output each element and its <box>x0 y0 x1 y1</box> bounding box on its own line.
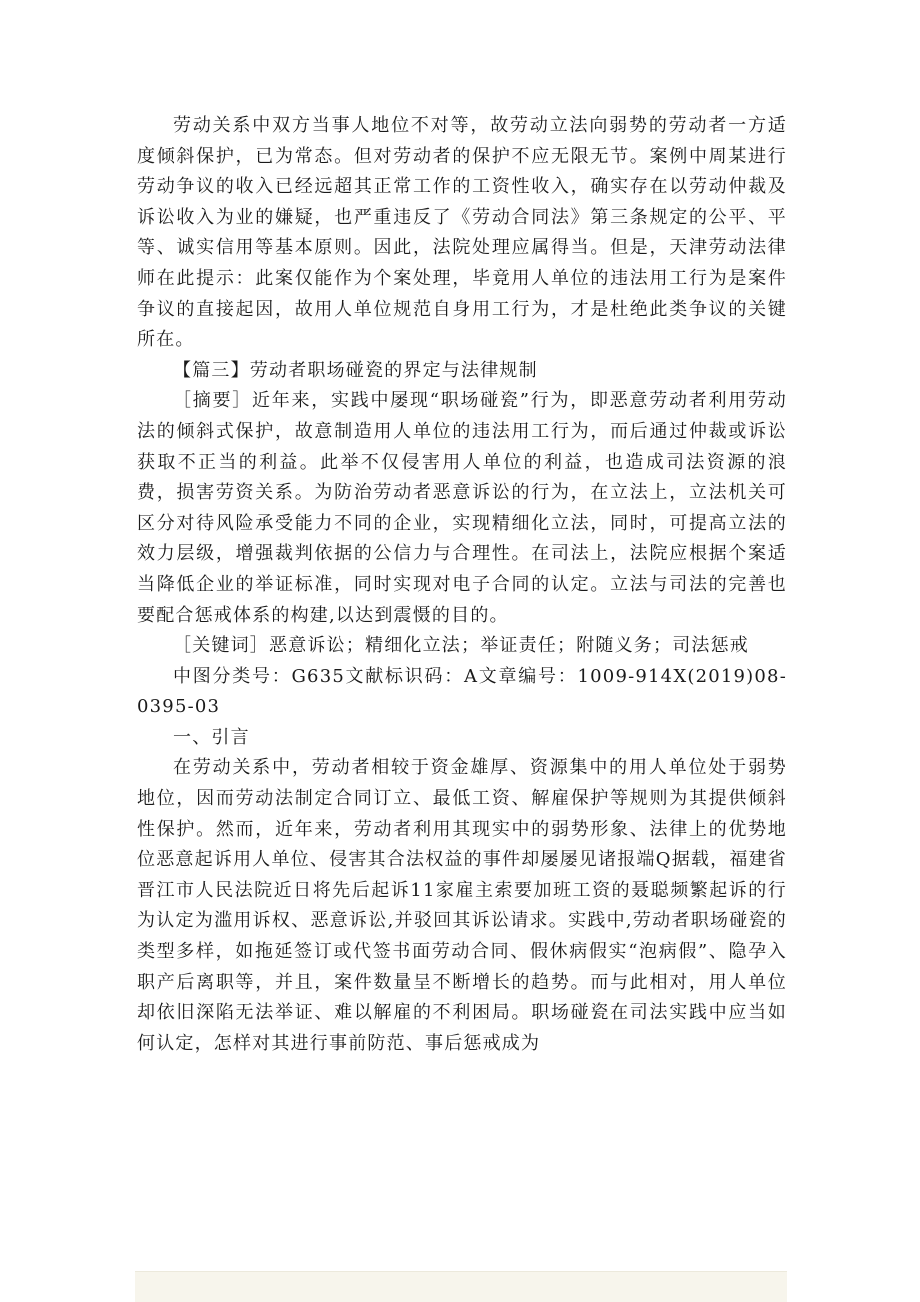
introduction-paragraph: 在劳动关系中，劳动者相较于资金雄厚、资源集中的用人单位处于弱势地位，因而劳动法制定合同订立、最低工资、解雇保护等规则为其提供倾斜性保护。然而，近年来，劳动者利用其现实中的弱势形象、法律上的优势地位恶意起诉用人单位、侵害其合法权益的事件却屡屡见诸报端Q据载，福建省晋江市人民法院近日将先后起诉11家雇主索要加班工资的聂聪频繁起诉的行为认定为滥用诉权、恶意诉讼,并驳回其诉讼请求。实践中,劳动者职场碰瓷的类型多样，如拖延签订或代签书面劳动合同、假休病假实“泡病假”、隐孕入职产后离职等，并且，案件数量呈不断增长的趋势。而与此相对，用人单位却依旧深陷无法举证、难以解雇的不利困局。职场碰瓷在司法实践中应当如何认定，怎样对其进行事前防范、事后惩戒成为 <box>137 757 787 1054</box>
keywords-line: ［关键词］恶意诉讼；精细化立法；举证责任；附随义务；司法惩戒 <box>173 635 749 657</box>
classification-line: 中图分类号：G635文献标识码：A文章编号：1009-914X(2019)08-0395-03 <box>137 665 787 718</box>
document-body <box>137 111 787 1059</box>
page-footer-bar <box>135 1271 787 1302</box>
section-title: 【篇三】劳动者职场碰瓷的界定与法律规制 <box>173 359 538 381</box>
introduction-heading: 一、引言 <box>173 726 250 748</box>
paragraph-commentary: 劳动关系中双方当事人地位不对等，故劳动立法向弱势的劳动者一方适度倾斜保护，已为常态。但对劳动者的保护不应无限无节。案例中周某进行劳动争议的收入已经远超其正常工作的工资性收入，确实存在以劳动仲裁及诉讼收入为业的嫌疑，也严重违反了《劳动合同法》第三条规定的公平、平等、诚实信用等基本原则。因此，法院处理应属得当。但是，天津劳动法律师在此提示：此案仅能作为个案处理，毕竟用人单位的违法用工行为是案件争议的直接起因，故用人单位规范自身用工行为，才是杜绝此类争议的关键所在。 <box>137 115 787 351</box>
abstract-paragraph: ［摘要］近年来，实践中屡现“职场碰瓷”行为，即恶意劳动者利用劳动法的倾斜式保护，故意制造用人单位的违法用工行为，而后通过仲裁或诉讼获取不正当的利益。此举不仅侵害用人单位的利益，也造成司法资源的浪费，损害劳资关系。为防治劳动者恶意诉讼的行为，在立法上，立法机关可区分对待风险承受能力不同的企业，实现精细化立法，同时，可提高立法的效力层级，增强裁判依据的公信力与合理性。在司法上，法院应根据个案适当降低企业的举证标准，同时实现对电子合同的认定。立法与司法的完善也要配合惩戒体系的构建,以达到震慑的目的。 <box>137 390 787 626</box>
